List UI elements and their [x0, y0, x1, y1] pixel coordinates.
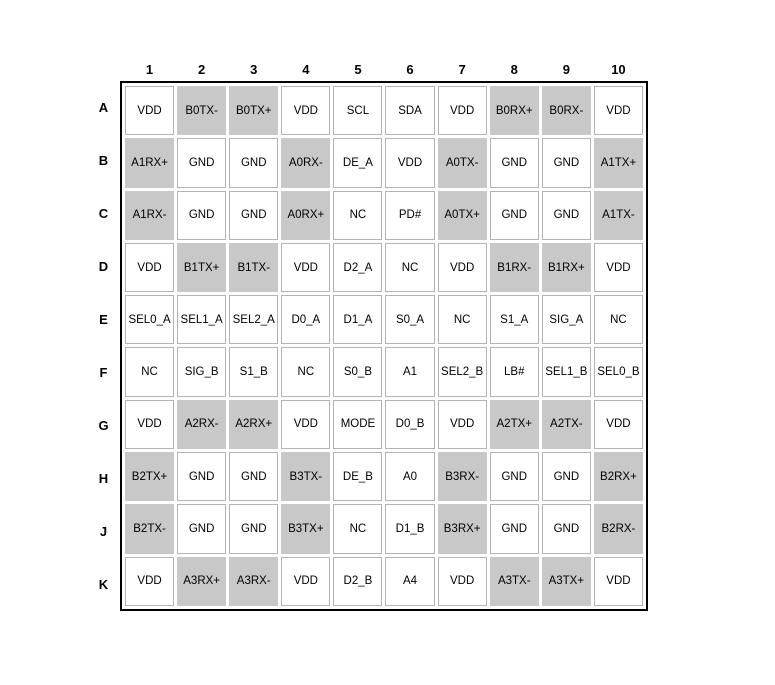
pin-cell-A4: VDD	[281, 86, 330, 135]
pin-cell-C6: PD#	[385, 191, 434, 240]
pin-cell-K3: A3RX-	[229, 557, 278, 606]
pin-cell-H10: B2RX+	[594, 452, 643, 501]
pin-cell-D2: B1TX+	[177, 243, 226, 292]
pin-ballout-diagram	[87, 57, 648, 611]
column-header-4: 4	[302, 61, 310, 77]
pin-cell-B6: VDD	[385, 138, 434, 187]
pin-cell-J6: D1_B	[385, 504, 434, 553]
pin-cell-H7: B3RX-	[438, 452, 487, 501]
pin-cell-H5: DE_B	[333, 452, 382, 501]
pin-cell-F8: LB#	[490, 347, 539, 396]
row-label-A: A	[98, 100, 109, 115]
pin-cell-C5: NC	[333, 191, 382, 240]
pin-cell-B2: GND	[177, 138, 226, 187]
row-label-K: K	[98, 577, 109, 592]
pin-cell-D3: B1TX-	[229, 243, 278, 292]
pin-cell-B1: A1RX+	[125, 138, 174, 187]
pin-grid	[120, 81, 648, 611]
column-header-9: 9	[562, 61, 570, 77]
column-header-8: 8	[510, 61, 518, 77]
pin-cell-D6: NC	[385, 243, 434, 292]
column-header-5: 5	[354, 61, 362, 77]
pin-cell-F1: NC	[125, 347, 174, 396]
pin-cell-E6: S0_A	[385, 295, 434, 344]
pin-cell-J10: B2RX-	[594, 504, 643, 553]
pin-cell-A3: B0TX+	[229, 86, 278, 135]
row-label-H: H	[98, 471, 109, 486]
pin-cell-A9: B0RX-	[542, 86, 591, 135]
pin-cell-G3: A2RX+	[229, 400, 278, 449]
pin-cell-E2: SEL1_A	[177, 295, 226, 344]
pin-cell-C7: A0TX+	[438, 191, 487, 240]
pin-cell-J2: GND	[177, 504, 226, 553]
row-label-E: E	[99, 312, 108, 327]
pin-cell-G1: VDD	[125, 400, 174, 449]
pin-cell-B3: GND	[229, 138, 278, 187]
pin-cell-G5: MODE	[333, 400, 382, 449]
pin-cell-G9: A2TX-	[542, 400, 591, 449]
pinmap-body	[87, 81, 648, 611]
pin-cell-C3: GND	[229, 191, 278, 240]
column-header-6: 6	[406, 61, 414, 77]
pin-cell-J4: B3TX+	[281, 504, 330, 553]
column-header-7: 7	[458, 61, 466, 77]
pin-cell-J3: GND	[229, 504, 278, 553]
row-label-C: C	[98, 206, 109, 221]
pin-cell-A2: B0TX-	[177, 86, 226, 135]
column-header-row	[120, 57, 648, 81]
pin-cell-H1: B2TX+	[125, 452, 174, 501]
pin-cell-A7: VDD	[438, 86, 487, 135]
pin-cell-J9: GND	[542, 504, 591, 553]
pin-cell-H8: GND	[490, 452, 539, 501]
pin-cell-A6: SDA	[385, 86, 434, 135]
row-label-column	[87, 81, 120, 611]
row-label-D: D	[98, 259, 109, 274]
row-label-J: J	[99, 524, 108, 539]
pin-cell-F10: SEL0_B	[594, 347, 643, 396]
pin-cell-C10: A1TX-	[594, 191, 643, 240]
pin-cell-G4: VDD	[281, 400, 330, 449]
pin-cell-G7: VDD	[438, 400, 487, 449]
pin-cell-D4: VDD	[281, 243, 330, 292]
pin-cell-D9: B1RX+	[542, 243, 591, 292]
pin-cell-C8: GND	[490, 191, 539, 240]
pin-cell-F2: SIG_B	[177, 347, 226, 396]
row-label-B: B	[98, 153, 109, 168]
pin-cell-C4: A0RX+	[281, 191, 330, 240]
pin-cell-H6: A0	[385, 452, 434, 501]
pin-cell-B5: DE_A	[333, 138, 382, 187]
pin-cell-C9: GND	[542, 191, 591, 240]
pin-cell-E4: D0_A	[281, 295, 330, 344]
pin-cell-G8: A2TX+	[490, 400, 539, 449]
column-header-10: 10	[611, 61, 626, 77]
pin-cell-H9: GND	[542, 452, 591, 501]
pin-cell-F4: NC	[281, 347, 330, 396]
pin-cell-K5: D2_B	[333, 557, 382, 606]
pin-cell-B10: A1TX+	[594, 138, 643, 187]
pin-cell-F7: SEL2_B	[438, 347, 487, 396]
pin-cell-E8: S1_A	[490, 295, 539, 344]
pin-cell-D5: D2_A	[333, 243, 382, 292]
pin-cell-J8: GND	[490, 504, 539, 553]
pin-cell-J1: B2TX-	[125, 504, 174, 553]
pin-cell-E10: NC	[594, 295, 643, 344]
pin-cell-K1: VDD	[125, 557, 174, 606]
pin-cell-E7: NC	[438, 295, 487, 344]
pin-cell-F5: S0_B	[333, 347, 382, 396]
pin-cell-D8: B1RX-	[490, 243, 539, 292]
pin-cell-J7: B3RX+	[438, 504, 487, 553]
pin-cell-A1: VDD	[125, 86, 174, 135]
pin-cell-J5: NC	[333, 504, 382, 553]
pin-cell-F9: SEL1_B	[542, 347, 591, 396]
pin-cell-H3: GND	[229, 452, 278, 501]
pin-cell-F3: S1_B	[229, 347, 278, 396]
pin-cell-A8: B0RX+	[490, 86, 539, 135]
pin-cell-F6: A1	[385, 347, 434, 396]
pin-cell-K8: A3TX-	[490, 557, 539, 606]
row-label-G: G	[98, 418, 109, 433]
pin-cell-A10: VDD	[594, 86, 643, 135]
pin-cell-K2: A3RX+	[177, 557, 226, 606]
pin-cell-C1: A1RX-	[125, 191, 174, 240]
pin-cell-B9: GND	[542, 138, 591, 187]
pin-cell-H4: B3TX-	[281, 452, 330, 501]
pin-cell-A5: SCL	[333, 86, 382, 135]
pin-cell-E9: SIG_A	[542, 295, 591, 344]
pin-cell-D7: VDD	[438, 243, 487, 292]
pin-cell-K7: VDD	[438, 557, 487, 606]
row-label-F: F	[99, 365, 108, 380]
pin-cell-K6: A4	[385, 557, 434, 606]
pin-cell-B8: GND	[490, 138, 539, 187]
pin-cell-G10: VDD	[594, 400, 643, 449]
pin-cell-B4: A0RX-	[281, 138, 330, 187]
pin-cell-H2: GND	[177, 452, 226, 501]
pin-cell-G2: A2RX-	[177, 400, 226, 449]
column-header-1: 1	[145, 61, 154, 77]
pin-cell-K9: A3TX+	[542, 557, 591, 606]
column-header-3: 3	[250, 61, 258, 77]
column-header-2: 2	[198, 61, 206, 77]
pin-cell-K4: VDD	[281, 557, 330, 606]
pin-cell-D10: VDD	[594, 243, 643, 292]
pin-cell-E1: SEL0_A	[125, 295, 174, 344]
pin-cell-D1: VDD	[125, 243, 174, 292]
pin-cell-E3: SEL2_A	[229, 295, 278, 344]
pin-cell-K10: VDD	[594, 557, 643, 606]
pin-cell-G6: D0_B	[385, 400, 434, 449]
pin-cell-E5: D1_A	[333, 295, 382, 344]
pin-cell-C2: GND	[177, 191, 226, 240]
pin-cell-B7: A0TX-	[438, 138, 487, 187]
